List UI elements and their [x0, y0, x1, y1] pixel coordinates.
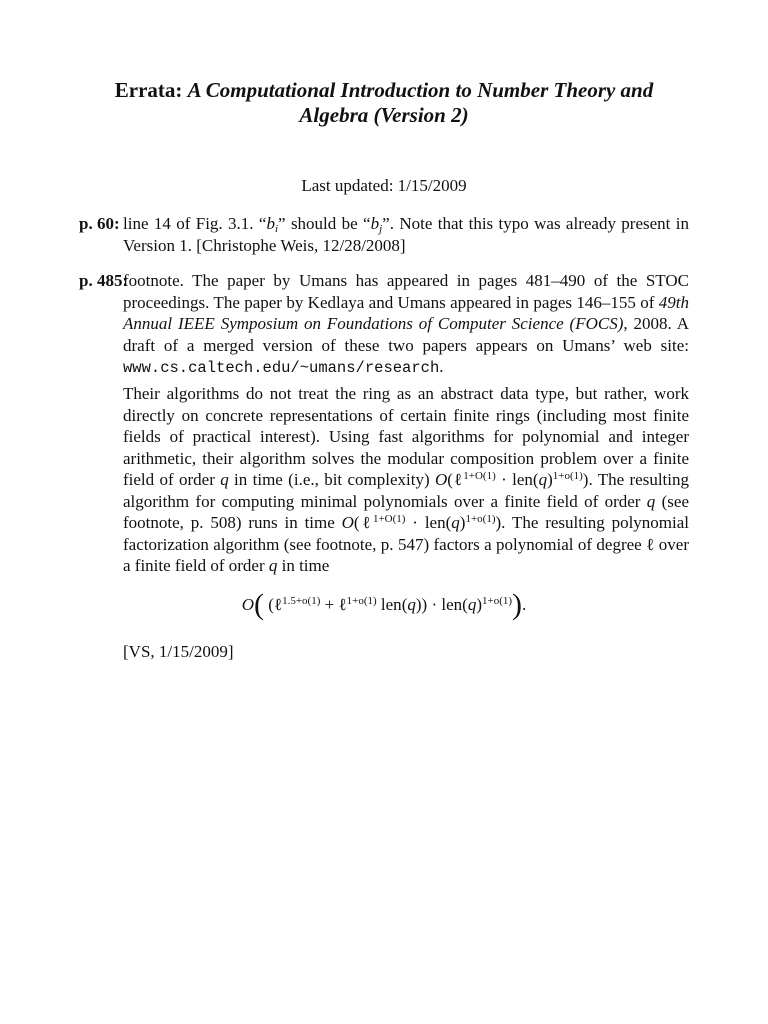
- math-sub: j: [379, 223, 383, 235]
- web-address: www.cs.caltech.edu/~umans/research: [123, 359, 440, 377]
- math-var: ℓ: [338, 595, 347, 614]
- erratum-text: footnote. The paper by Umans has appeared in pages 481–490 of the STOC proceedings. The paper by Kedlaya and Umans appeared in pages 146–155 of: [123, 271, 689, 312]
- math-sub: i: [274, 223, 279, 235]
- erratum-p485-paragraph-2: [123, 383, 689, 577]
- exponent: 1+o(1): [552, 470, 583, 482]
- erratum-text: over a finite field of order: [123, 534, 689, 575]
- erratum-text: (see footnote, p. 508) runs in time: [123, 491, 689, 532]
- erratum-text: , 2008. A draft of a merged version of these two papers appears on Umans’ web site:: [123, 314, 689, 355]
- math-var: ℓ: [359, 513, 373, 532]
- math-var: b: [370, 214, 380, 233]
- erratum-label: p. 60:: [79, 214, 120, 233]
- complexity-formula: O(ℓ$^{1+O(1)}$ · $len(q)^{1+o(1)}$): [341, 513, 502, 532]
- exponent: 1+O(1): [372, 513, 406, 525]
- big-o: O: [241, 595, 255, 614]
- erratum-text: Their algorithms do not treat the ring as an abstract data type, but rather, work directly on concrete representations of certain finite rings (including most finite fields of practical interest). Using fast algorithms for polynomial and integer arithmetic, their algorithm solves the modular composition problem over a finite field of order: [123, 384, 689, 489]
- function-name: len: [512, 470, 533, 489]
- erratum-signature: [VS, 1/15/2009]: [123, 642, 234, 661]
- erratum-text: .: [439, 357, 444, 376]
- math-var: q: [268, 556, 278, 575]
- erratum-text: line 14 of Fig. 3.1. “: [123, 214, 267, 233]
- erratum-text: ”. Note that this typo was already present in Version 1. [Christophe Weis, 12/28/2008]: [123, 214, 689, 255]
- function-name: len: [441, 595, 463, 614]
- display-formula: O( (ℓ$^{1.5+o(1)}$ + ℓ$^{1+o(1)}$ $len(q)) \cdot len(q)^{1+o(1)}$).: [241, 588, 527, 621]
- math-var: q: [407, 595, 416, 614]
- erratum-label: p. 485:: [79, 271, 129, 290]
- math-var: q: [538, 470, 548, 489]
- math-var: q: [220, 470, 229, 489]
- operator: ·: [431, 595, 438, 614]
- operator: +: [324, 595, 335, 614]
- erratum-p60: [79, 213, 689, 256]
- exponent: 1+o(1): [465, 513, 496, 525]
- big-o: O: [434, 470, 448, 489]
- erratum-text: . The resulting polynomial factorization algorithm (see footnote, p. 547) factors a polynomial of degree: [123, 513, 690, 554]
- erratum-text: in time (i.e., bit complexity): [228, 470, 435, 489]
- math-var: ℓ: [452, 470, 464, 489]
- last-updated: Last updated: 1/15/2009: [301, 176, 467, 195]
- exponent: 1+o(1): [346, 595, 377, 607]
- operator: ·: [501, 470, 507, 489]
- math-var: ℓ: [273, 595, 283, 614]
- math-var: q: [451, 513, 460, 532]
- exponent: 1+o(1): [481, 595, 513, 607]
- function-name: len: [380, 595, 402, 614]
- function-name: len: [424, 513, 446, 532]
- big-o: O: [341, 513, 354, 532]
- exponent: 1+O(1): [463, 470, 496, 482]
- exponent: 1.5+o(1): [282, 595, 321, 607]
- title-prefix: Errata:: [114, 78, 183, 102]
- venue-name: 49th Annual IEEE Symposium on Foundations of Computer Science (FOCS): [123, 292, 689, 333]
- math-var: q: [646, 491, 656, 511]
- complexity-formula: O(ℓ$^{1+O(1)}$ · $len(q)^{1+o(1)}$): [434, 470, 589, 489]
- math-var: ℓ: [646, 534, 655, 554]
- title-book: A Computational Introduction to Number Theory and Algebra (Version 2): [187, 78, 654, 127]
- operator: ·: [412, 513, 418, 532]
- erratum-text: . The resulting algorithm for computing minimal polynomials over a finite field of order: [123, 470, 689, 511]
- erratum-text: ” should be “: [278, 214, 371, 233]
- page-title: [90, 78, 678, 128]
- math-var: b: [266, 214, 275, 233]
- math-var: q: [467, 595, 477, 614]
- erratum-text: in time: [277, 556, 330, 575]
- erratum-p485: [79, 270, 689, 380]
